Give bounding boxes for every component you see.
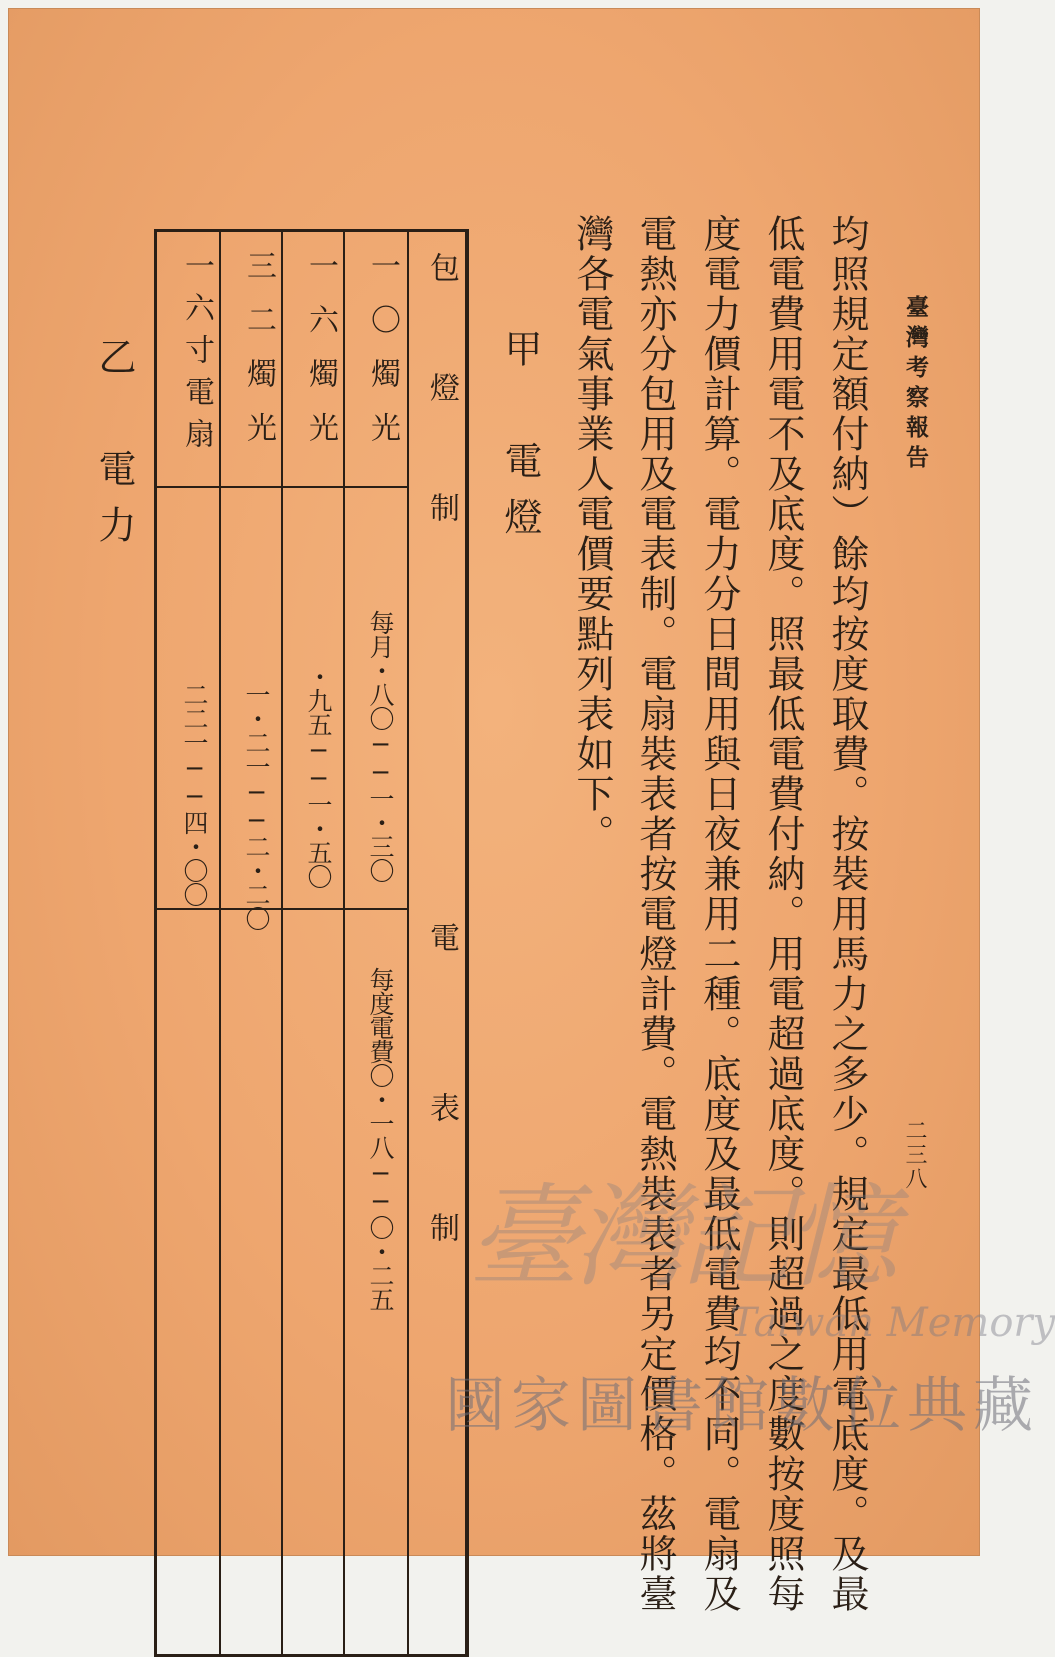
watermark-library: 國家圖書館數位典藏 [445,1371,1039,1441]
row-rule [157,486,407,488]
table-header-meter-a: 電 [424,922,459,952]
section-heading-lighting: 甲 電燈 [498,329,542,553]
row-rule [157,908,407,910]
page-number: 二三八 [902,1119,927,1191]
table-row-meter: 每度電費〇・一八──〇・二五 [366,967,395,1311]
table-row-item: 一六寸電扇 [179,250,214,460]
table-row-item: 一六燭光 [303,250,338,466]
section-heading-power: 乙 電力 [92,337,136,561]
table-row-flat: 二二一──四・〇〇 [180,682,209,906]
watermark-calligraphy: 臺灣記憶 [468,1173,892,1303]
table-header-meter-b: 表 制 [424,1092,459,1242]
rate-table [154,229,469,1657]
column-rule [343,232,345,1654]
column-rule [407,232,409,1654]
watermark-english: Taiwan Memory [730,1300,1055,1346]
body-column: 電熱亦分包用及電表制。電扇裝表者按電燈計費。電熱裝表者另定價格。茲將臺 [633,214,677,1614]
table-row-flat: 一・二一──二・二〇 [242,682,271,930]
column-rule [281,232,283,1654]
column-rule [219,232,221,1654]
table-row-item: 三二燭光 [241,250,276,466]
table-row-item: 一〇燭光 [365,250,400,466]
body-column: 均照規定額付納）餘均按度取費。按裝用馬力之多少。規定最低用電底度。及最 [825,214,869,1614]
table-header-flat-rate: 包 燈 制 [424,252,459,522]
table-row-flat: ・九五──一・五〇 [304,664,333,888]
table-row-flat: 每月・八〇──一・三〇 [366,610,395,882]
running-title: 臺灣考察報告 [902,295,929,475]
body-column: 度電力價計算。電力分日間用與日夜兼用二種。底度及最低電費均不同。電扇及 [697,214,741,1614]
body-column: 灣各電氣事業人電價要點列表如下。 [570,214,614,854]
body-column: 低電費用電不及底度。照最低電費付納。用電超過底度。則超過之度數按度照每 [761,214,805,1614]
